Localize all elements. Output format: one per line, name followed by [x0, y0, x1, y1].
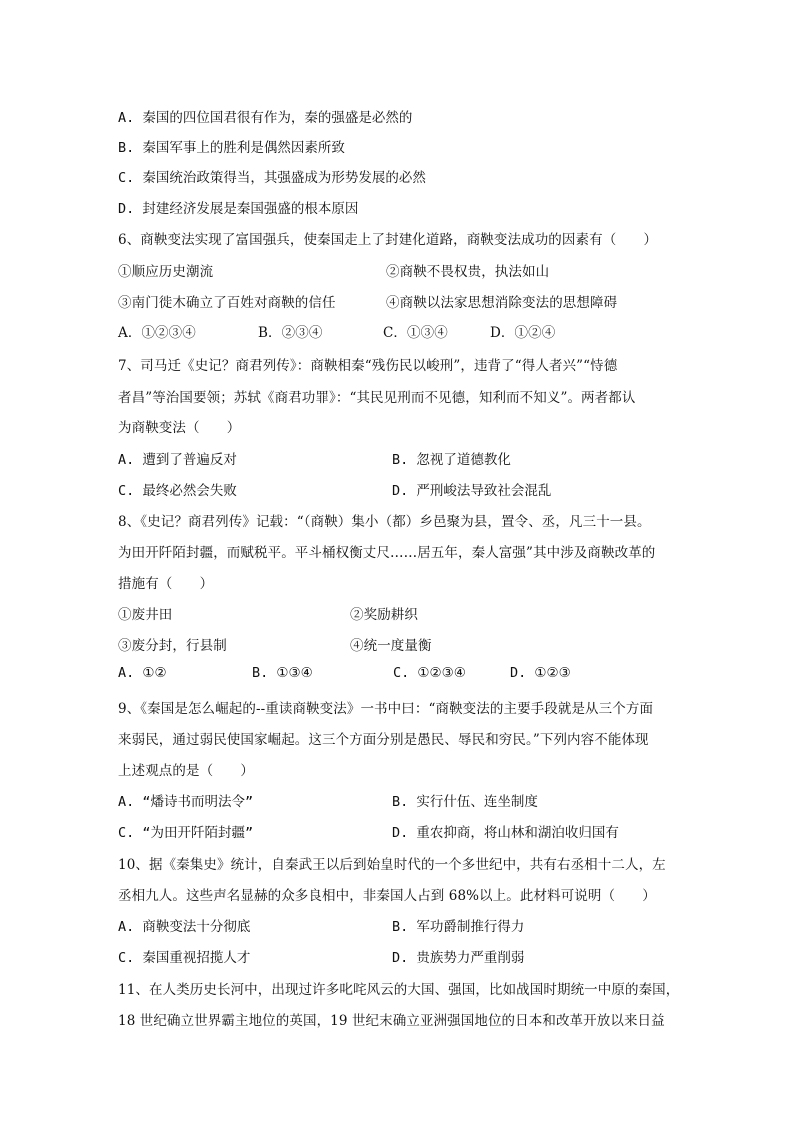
- question-7-stem-line-1: 7、司马迁《史记？商君列传》：商鞅相秦“残伤民以峻刑”，违背了“得人者兴”“恃德: [118, 358, 618, 374]
- q8-option-a: A. ①②: [118, 665, 167, 681]
- q8-item-3: ③废分封，行县制: [118, 638, 227, 654]
- q5-option-c: C. 秦国统治政策得当，其强盛成为形势发展的必然: [118, 170, 426, 186]
- question-10-stem-line-2: 丞相九人。这些声名显赫的众多良相中，非秦国人占到 68%以上。此材料可说明（ ）: [118, 888, 656, 904]
- question-9-stem-line-3: 上述观点的是（ ）: [118, 763, 254, 779]
- question-10-stem-line-1: 10、据《秦集史》统计，自秦武王以后到始皇时代的一个多世纪中，共有右丞相十二人，左: [118, 857, 666, 873]
- q5-option-a: A. 秦国的四位国君很有作为，秦的强盛是必然的: [118, 110, 413, 126]
- q9-option-b: B. 实行什伍、连坐制度: [392, 794, 538, 810]
- q10-option-b: B. 军功爵制推行得力: [392, 919, 525, 935]
- q9-option-d: D. 重农抑商，将山林和湖泊收归国有: [392, 825, 619, 841]
- question-8-stem-line-3: 措施有（ ）: [118, 576, 214, 592]
- q6-item-4: ④商鞅以法家思想消除变法的思想障碍: [386, 295, 618, 311]
- q7-option-d: D. 严刑峻法导致社会混乱: [392, 483, 552, 499]
- q8-item-2: ②奖励耕织: [350, 607, 418, 623]
- q5-option-b: B. 秦国军事上的胜利是偶然因素所致: [118, 140, 345, 156]
- question-7-stem-line-2: 者昌”等治国要领；苏轼《商君功罪》：“其民见刑而不见德，知利而不知义”。两者都认: [118, 390, 636, 406]
- q6-option-b: B．②③④: [258, 325, 323, 341]
- q8-option-b: B. ①③④: [252, 665, 313, 681]
- q7-option-a: A. 遭到了普遍反对: [118, 452, 237, 468]
- q9-option-c: C. “为田开阡陌封疆”: [118, 825, 254, 841]
- question-9-stem-line-1: 9、《秦国是怎么崛起的--重读商鞅变法》一书中曰：“商鞅变法的主要手段就是从三个方面: [118, 701, 654, 717]
- q9-option-a: A. “燔诗书而明法令”: [118, 794, 254, 810]
- q8-option-d: D. ①②③: [510, 665, 571, 681]
- q10-option-d: D. 贵族势力严重削弱: [392, 950, 525, 966]
- question-11-stem-line-2: 18 世纪确立世界霸主地位的英国，19 世纪末确立亚洲强国地位的日本和改革开放以来日益: [118, 1013, 665, 1029]
- q6-option-a: A．①②③④: [118, 325, 196, 341]
- q8-item-1: ①废井田: [118, 607, 173, 623]
- question-8-stem-line-2: 为田开阡陌封疆，而赋税平。平斗桶权衡丈尺……居五年，秦人富强”其中涉及商鞅改革的: [118, 545, 656, 561]
- q5-option-d: D. 封建经济发展是秦国强盛的根本原因: [118, 201, 359, 217]
- question-9-stem-line-2: 来弱民，通过弱民使国家崛起。这三个方面分别是愚民、辱民和穷民。”下列内容不能体现: [118, 732, 649, 748]
- q6-option-c: C．①③④: [383, 325, 448, 341]
- q6-option-d: D．①②④: [490, 325, 556, 341]
- q8-item-4: ④统一度量衡: [350, 638, 432, 654]
- question-11-stem-line-1: 11、在人类历史长河中，出现过许多叱咤风云的大国、强国，比如战国时期统一中原的秦国，: [118, 982, 680, 998]
- question-7-stem-line-3: 为商鞅变法（ ）: [118, 420, 241, 436]
- q10-option-a: A. 商鞅变法十分彻底: [118, 919, 251, 935]
- q7-option-c: C. 最终必然会失败: [118, 483, 237, 499]
- q6-item-3: ③南门徙木确立了百姓对商鞅的信任: [118, 295, 336, 311]
- question-6-stem: 6、商鞅变法实现了富国强兵，使秦国走上了封建化道路，商鞅变法成功的因素有（ ）: [118, 232, 658, 248]
- q8-option-c: C. ①②③④: [393, 665, 466, 681]
- q6-item-2: ②商鞅不畏权贵，执法如山: [386, 264, 550, 280]
- question-8-stem-line-1: 8、《史记？商君列传》记载：“（商鞅）集小（都）乡邑聚为县，置令、丞，凡三十一县。: [118, 514, 651, 530]
- q10-option-c: C. 秦国重视招揽人才: [118, 950, 251, 966]
- q7-option-b: B. 忽视了道德教化: [392, 452, 511, 468]
- q6-item-1: ①顺应历史潮流: [118, 264, 214, 280]
